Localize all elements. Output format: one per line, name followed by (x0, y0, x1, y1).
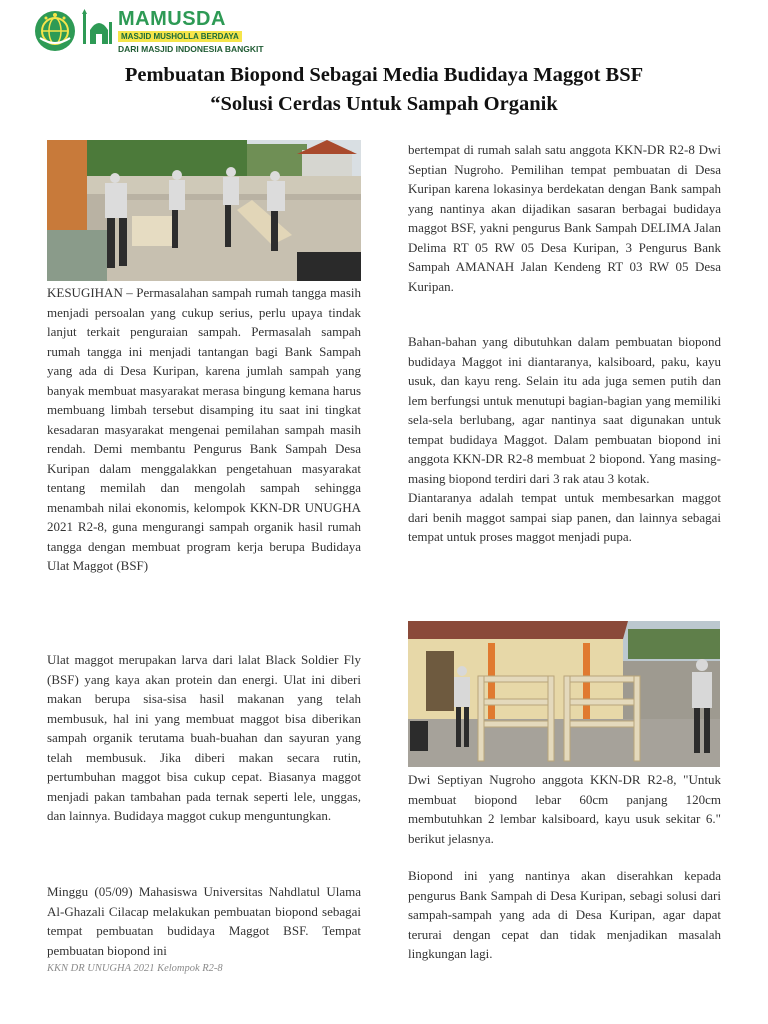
paragraph-materials: Bahan-bahan yang dibutuhkan dalam pembuatan biopond budidaya Maggot ini diantaranya, kalsiboard, paku, kayu usuk, dan kayu reng. Selain itu ada juga semen putih dan lem berfungsi untuk menutupi bagian-bagian yang memiliki sela-sela berlubang, agar nantinya saat digunakan untuk tempat budidaya Maggot. Dalam pembuatan biopond ini anggota KKN-DR R2-8 membuat 2 biopond. Yang masing-masing biopond terdiri dari 3 rak atau 3 kotak. (408, 334, 721, 486)
photo-building-biopond (47, 140, 361, 281)
paragraph-purpose: Diantaranya adalah tempat untuk membesarkan maggot dari benih maggot sampai siap panen, dan lainnya sebagai tempat untuk proses maggot menjadi pupa. (408, 490, 721, 544)
brand-tagline: DARI MASJID INDONESIA BANGKIT (118, 44, 264, 54)
paragraph-event: Minggu (05/09) Mahasiswa Universitas Nahdlatul Ulama Al-Ghazali Cilacap melakukan pembuatan biopond sebagai tempat pembuatan budidaya Maggot BSF. Tempat pembuatan biopond ini (47, 884, 361, 958)
paragraph-closing: Biopond ini yang nantinya akan diserahkan kepada pengurus Bank Sampah di Desa Kuripan, sebagi solusi dari sampah-sampah yang ada di Desa Kuripan, agar dapat terurai dengan cepat dan tidak menjadikan masalah lingkungan lagi. (408, 868, 721, 961)
article-title-line-1: Pembuatan Biopond Sebagai Media Budidaya Maggot BSF (124, 64, 644, 86)
brand-subtitle: MASJID MUSHOLLA BERDAYA (118, 31, 242, 42)
photo-finished-biopond (408, 621, 720, 767)
article-column-right (408, 140, 721, 296)
paragraph-intro: KESUGIHAN – Permasalahan sampah rumah tangga masih menjadi persoalan yang cukup serius, perlu upaya tindak lanjut terkait penguraian sampah. Permasalah sampah rumah tangga ini menjadi tantangan bagi Bank Sampah yang ada di Desa Kuripan, karena jumlah sampah yang banyak membuat masyarakat merasa bingung kemana harus membuang limbah tersebut disamping itu saat ini tingkat kesadaran masyarakat mengenai pemilahan sampah masih rendah. Demi membantu Pengurus Bank Sampah Desa Kuripan dalam menggalakkan pengetahuan masyarakat tentang memilah dan mengolah sampah sehingga menambah nilai ekonomis, kelompok KKN-DR UNUGHA 2021 R2-8, guna mengurangi sampah organik hasil rumah tangga dengan membuat program kerja berupa Budidaya Ulat Maggot (BSF) (47, 285, 361, 573)
article-column-left-2 (47, 650, 361, 826)
paragraph-quote: Dwi Septiyan Nugroho anggota KKN-DR R2-8, "Untuk membuat biopond lebar 60cm panjang 120cm membutuhkan 2 lembar kalsiboard, kayu usuk sekitar 6." berikut jelasnya. (408, 772, 721, 846)
article-column-left (47, 283, 361, 576)
finished-biopond-image (408, 621, 720, 767)
nu-globe-logo-icon (34, 10, 76, 52)
paragraph-location: bertempat di rumah salah satu anggota KKN-DR R2-8 Dwi Septian Nugroho. Pemilihan tempat pembuatan di Desa Kuripan karena lokasinya berdekatan dengan Bank sampah yang nantinya akan dijadikan sasaran berbagai budidaya maggot BSF, yakni pengurus Bank Sampah DELIMA Jalan Delima RT 05 RW 05 Desa Kuripan, 3 Pengurus Bank Sampah AMANAH Jalan Kendeng RT 03 RW 05 Desa Kuripan. (408, 142, 721, 294)
page-footer: KKN DR UNUGHA 2021 Kelompok R2-8 (47, 963, 223, 974)
building-biopond-image (47, 140, 361, 281)
article-column-left-3 (47, 882, 361, 960)
article-title-line-2: “Solusi Cerdas Untuk Sampah Organik (210, 93, 558, 115)
brand-name: MAMUSDA (118, 8, 226, 30)
article-column-right-4 (408, 866, 721, 964)
article-column-right-3 (408, 770, 721, 848)
mosque-logo-icon (80, 8, 114, 48)
article-column-right-2 (408, 332, 721, 547)
publisher-header (34, 8, 264, 54)
paragraph-maggot: Ulat maggot merupakan larva dari lalat Black Soldier Fly (BSF) yang kaya akan protein dan energi. Ulat ini diberi makan berupa sisa-sisa hasil makanan yang telah membusuk, hal ini yang membuat maggot bisa diberikan sampah organik terutama buah-buahan dan sayuran yang telah membusuk. Jika diberi makan secara rutin, pertumbuhan maggot bisa cukup cepat. Biasanya maggot menjadi pakan tambahan pada ternak seperti lele, unggas, dan lainnya. Budidaya maggot cukup menguntungkan. (47, 652, 361, 823)
